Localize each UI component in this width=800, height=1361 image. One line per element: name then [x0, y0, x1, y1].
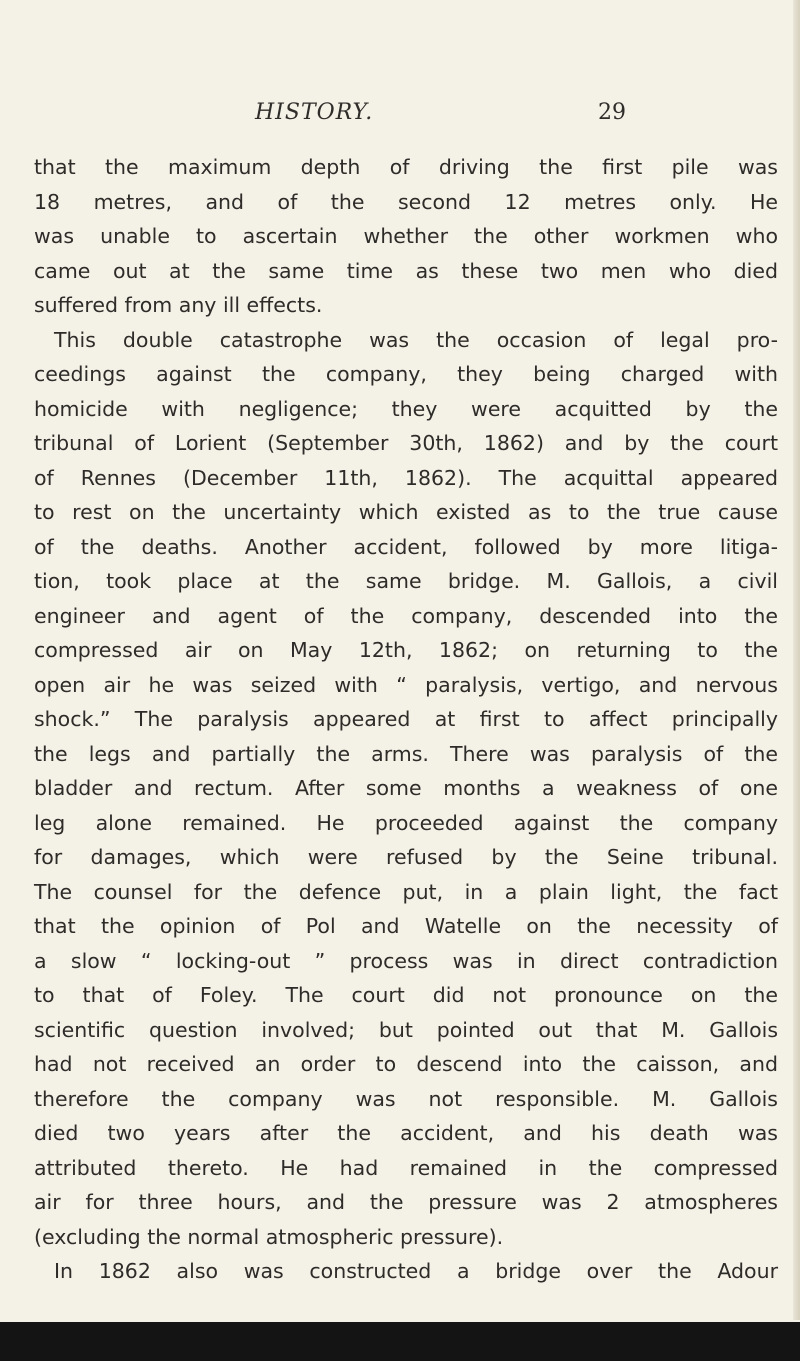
text-line: 18 metres, and of the second 12 metres only. He: [34, 189, 778, 214]
text-line: came out at the same time as these two men who died: [34, 258, 778, 283]
text-line: compressed air on May 12th, 1862; on returning to the: [34, 638, 778, 662]
text-line: open air he was seized with “ paralysis, vertigo, and nervous: [34, 672, 778, 697]
text-line: In 1862 also was constructed a bridge over the Adour: [54, 1259, 778, 1283]
text-line: of Rennes (December 11th, 1862). The acquittal appeared: [34, 465, 778, 490]
page-number: 29: [598, 100, 626, 125]
text-line: to rest on the uncertainty which existed as to the true cause: [34, 500, 778, 524]
text-line: to that of Foley. The court did not pronounce on the: [34, 983, 778, 1007]
body-text: [34, 150, 778, 1289]
text-line: ceedings against the company, they being charged with: [34, 362, 778, 386]
text-line: shock.” The paralysis appeared at first to affect principally: [34, 707, 778, 731]
text-line: leg alone remained. He proceeded against the company: [34, 810, 778, 835]
text-line: (excluding the normal atmospheric pressure).: [34, 1224, 504, 1249]
text-line: died two years after the accident, and his death was: [34, 1121, 778, 1145]
text-line: for damages, which were refused by the Seine tribunal.: [34, 845, 778, 869]
text-line: had not received an order to descend into the caisson, and: [34, 1052, 778, 1076]
text-line: bladder and rectum. After some months a weakness of one: [34, 776, 778, 800]
text-line: therefore the company was not responsible. M. Gallois: [34, 1086, 778, 1111]
text-line: attributed thereto. He had remained in the compressed: [34, 1155, 778, 1180]
text-line: that the opinion of Pol and Watelle on the necessity of: [34, 914, 778, 938]
text-line: This double catastrophe was the occasion of legal pro-: [54, 327, 778, 352]
text-line: suffered from any ill effects.: [34, 293, 323, 317]
text-line: was unable to ascertain whether the other workmen who: [34, 224, 778, 248]
text-line: tribunal of Lorient (September 30th, 1862) and by the court: [34, 431, 778, 455]
text-line: tion, took place at the same bridge. M. Gallois, a civil: [34, 569, 778, 593]
text-line: air for three hours, and the pressure was 2 atmospheres: [34, 1190, 778, 1214]
page-edge: [793, 0, 800, 1320]
text-line: a slow “ locking-out ” process was in direct contradiction: [34, 948, 778, 973]
text-line: The counsel for the defence put, in a plain light, the fact: [34, 879, 778, 904]
text-line: of the deaths. Another accident, followed by more litiga-: [34, 534, 778, 559]
page-header: [0, 100, 800, 136]
text-line: the legs and partially the arms. There was paralysis of the: [34, 741, 778, 766]
text-line: homicide with negligence; they were acquitted by the: [34, 396, 778, 421]
running-head: HISTORY.: [255, 100, 374, 125]
text-line: engineer and agent of the company, descended into the: [34, 603, 778, 628]
text-line: that the maximum depth of driving the first pile was: [34, 155, 778, 179]
scan-bottom-edge: [0, 1322, 800, 1361]
text-line: scientific question involved; but pointed out that M. Gallois: [34, 1017, 778, 1042]
